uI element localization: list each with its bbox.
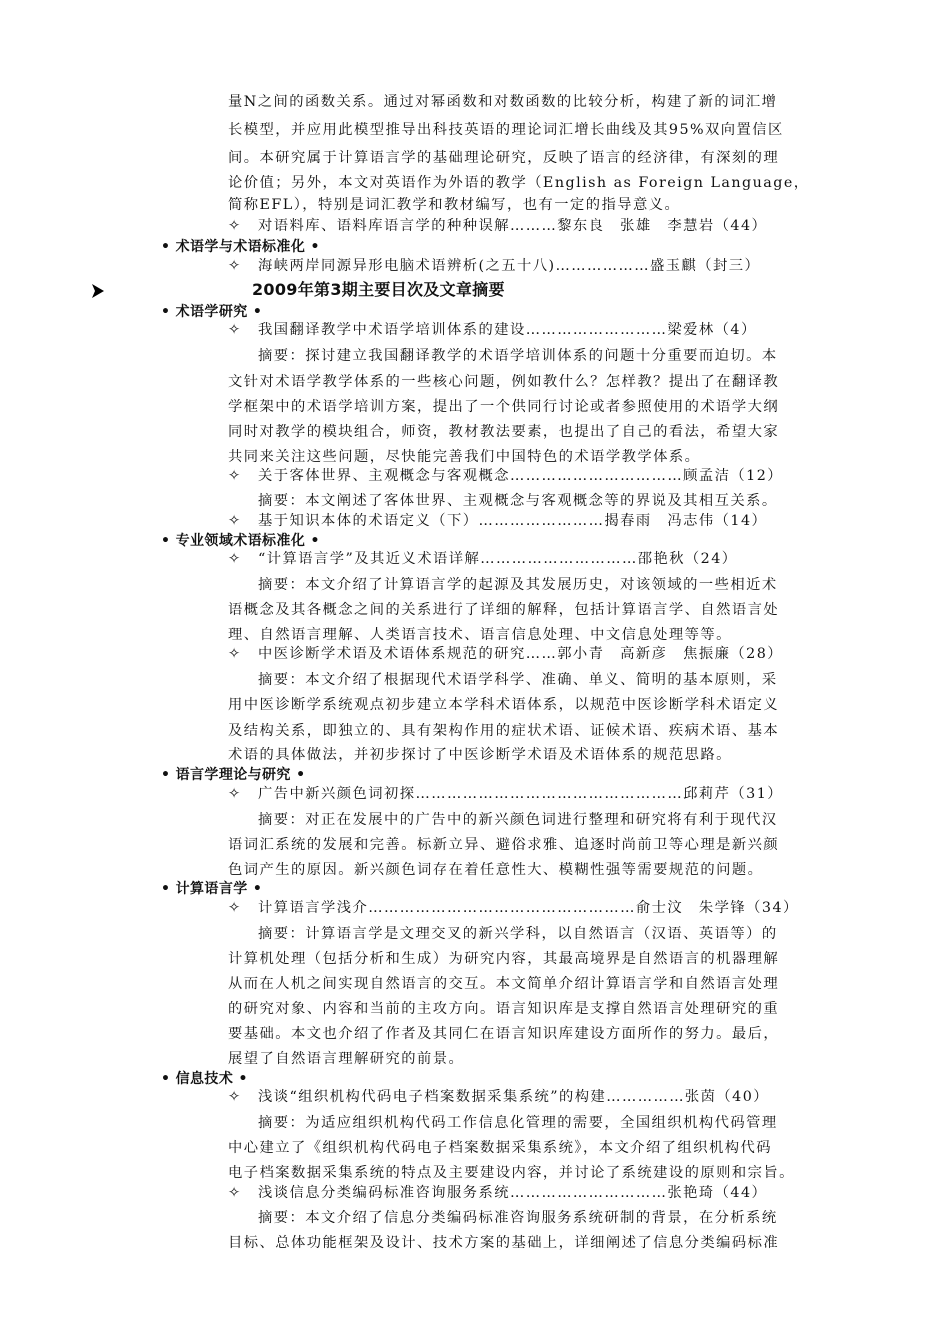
entry-title: 浅谈“组织机构代码电子档案数据采集系统”的构建……………张茵（40） <box>258 1089 770 1105</box>
sparkle-bullet-icon: ✧ <box>228 258 242 274</box>
entry-title: 广告中新兴颜色词初探……………………………………………邱莉芹（31） <box>258 786 783 802</box>
entry-title: “计算语言学”及其近义术语详解…………………………邵艳秋（24） <box>258 551 738 567</box>
sparkle-bullet-icon: ✧ <box>228 900 242 916</box>
abstract-line: 简称EFL），特别是词汇教学和教材编写，也有一定的指导意义。 <box>228 197 681 213</box>
entry-title: 我国翻译教学中术语学培训体系的建设………………………梁爱林（4） <box>258 322 757 338</box>
entry-title: 浅谈信息分类编码标准咨询服务系统…………………………张艳琦（44） <box>258 1185 768 1201</box>
abstract-line: 摘要：本文介绍了计算语言学的起源及其发展历史，对该领域的一些相近术 <box>258 577 778 593</box>
abstract-line: 要基础。本文也介绍了作者及其同仁在语言知识库建设方面所作的努力。最后， <box>228 1026 780 1042</box>
abstract-line: 电子档案数据采集系统的特点及主要建设内容，并讨论了系统建设的原则和宗旨。 <box>228 1165 795 1181</box>
abstract-line: 间。本研究属于计算语言学的基础理论研究，反映了语言的经济律，有深刻的理 <box>228 150 780 166</box>
toc-entry <box>228 320 757 340</box>
entry-title: 中医诊断学术语及术语体系规范的研究……郭小青 高新彦 焦振廉（28） <box>258 646 783 662</box>
toc-entry <box>228 898 799 918</box>
abstract-line: 用中医诊断学系统观点初步建立本学科术语体系，以规范中医诊断学科术语定义 <box>228 697 780 713</box>
section-heading: • 计算语言学 • <box>161 881 263 897</box>
abstract-line: 中心建立了《组织机构代码电子档案数据采集系统》，本文介绍了组织机构代码 <box>228 1140 772 1156</box>
sparkle-bullet-icon: ✧ <box>228 786 242 802</box>
abstract-line: 摘要：为适应组织机构代码工作信息化管理的需要，全国组织机构代码管理 <box>258 1115 778 1131</box>
toc-entry <box>228 466 783 486</box>
sparkle-bullet-icon: ✧ <box>228 322 242 338</box>
abstract-line: 学框架中的术语学培训方案，提出了一个供同行讨论或者参照使用的术语学大纲 <box>228 399 780 415</box>
abstract-line: 及结构关系，即独立的、具有架构作用的症状术语、证候术语、疾病术语、基本 <box>228 723 780 739</box>
toc-entry <box>228 1087 769 1107</box>
abstract-line: 论价值；另外，本文对英语作为外语的教学（English as Foreign Language， <box>228 175 810 191</box>
abstract-line: 长模型，并应用此模型推导出科技英语的理论词汇增长曲线及其95%双向置信区 <box>228 122 784 138</box>
arrowhead-bullet-icon <box>91 283 105 299</box>
entry-title: 海峡两岸同源异形电脑术语辨析(之五十八)………………盛玉麒（封三） <box>258 258 761 274</box>
abstract-line: 摘要：本文阐述了客体世界、主观概念与客观概念等的界说及其相互关系。 <box>258 493 778 509</box>
abstract-line: 语概念及其各概念之间的关系进行了详细的解释，包括计算语言学、自然语言处 <box>228 602 780 618</box>
abstract-line: 计算机处理（包括分析和生成）为研究内容，其最高境界是自然语言的机器理解 <box>228 951 780 967</box>
section-heading: • 信息技术 • <box>161 1071 248 1087</box>
abstract-line: 从而在人机之间实现自然语言的交互。本文简单介绍计算语言学和自然语言处理 <box>228 976 780 992</box>
sparkle-bullet-icon: ✧ <box>228 551 242 567</box>
sparkle-bullet-icon: ✧ <box>228 513 242 529</box>
toc-entry <box>228 256 760 276</box>
abstract-line: 目标、总体功能框架及设计、技术方案的基础上，详细阐述了信息分类编码标准 <box>228 1235 780 1251</box>
abstract-line: 理、自然语言理解、人类语言技术、语言信息处理、中文信息处理等等。 <box>228 627 732 643</box>
toc-entry <box>228 1183 767 1203</box>
abstract-line: 的研究对象、内容和当前的主攻方向。语言知识库是支撑自然语言处理研究的重 <box>228 1001 780 1017</box>
abstract-line: 同时对教学的模块组合，师资，教材教法要素，也提出了自己的看法，希望大家 <box>228 424 780 440</box>
abstract-line: 摘要：本文介绍了信息分类编码标准咨询服务系统研制的背景，在分析系统 <box>258 1210 778 1226</box>
toc-entry <box>228 511 767 531</box>
sparkle-bullet-icon: ✧ <box>228 468 242 484</box>
abstract-line: 术语的具体做法，并初步探讨了中医诊断学术语及术语体系的规范思路。 <box>228 747 732 763</box>
abstract-line: 摘要：对正在发展中的广告中的新兴颜色词进行整理和研究将有利于现代汉 <box>258 812 778 828</box>
section-heading: • 术语学与术语标准化 • <box>161 239 320 255</box>
abstract-line: 量N之间的函数关系。通过对幂函数和对数函数的比较分析，构建了新的词汇增 <box>228 94 778 110</box>
toc-entry <box>228 784 783 804</box>
abstract-line: 共同来关注这些问题，尽快能完善我们中国特色的术语学教学体系。 <box>228 449 701 465</box>
abstract-line: 色词产生的原因。新兴颜色词存在着任意性大、模糊性强等需要规范的问题。 <box>228 862 764 878</box>
entry-title: 对语料库、语料库语言学的种种误解………黎东良 张雄 李慧岩（44） <box>258 218 768 234</box>
section-heading: • 语言学理论与研究 • <box>161 767 306 783</box>
abstract-line: 摘要：本文介绍了根据现代术语学科学、准确、单义、简明的基本原则，采 <box>258 672 778 688</box>
abstract-line: 摘要：计算语言学是文理交叉的新兴学科，以自然语言（汉语、英语等）的 <box>258 926 778 942</box>
abstract-line: 展望了自然语言理解研究的前景。 <box>228 1051 465 1067</box>
abstract-line: 语词汇系统的发展和完善。标新立异、避俗求雅、追逐时尚前卫等心理是新兴颜 <box>228 837 780 853</box>
entry-title: 基于知识本体的术语定义（下）……………………揭春雨 冯志伟（14） <box>258 513 768 529</box>
toc-entry <box>228 216 767 236</box>
toc-entry <box>228 549 738 569</box>
section-heading: • 术语学研究 • <box>161 304 263 320</box>
sparkle-bullet-icon: ✧ <box>228 218 242 234</box>
sparkle-bullet-icon: ✧ <box>228 1185 242 1201</box>
section-heading: • 专业领域术语标准化 • <box>161 533 320 549</box>
entry-title: 关于客体世界、主观概念与客观概念……………………………顾孟洁（12） <box>258 468 783 484</box>
abstract-line: 摘要：探讨建立我国翻译教学的术语学培训体系的问题十分重要而迫切。本 <box>258 348 778 364</box>
toc-entry <box>228 644 783 664</box>
issue-heading: 2009年第3期主要目次及文章摘要 <box>252 280 505 299</box>
entry-title: 计算语言学浅介……………………………………………俞士汶 朱学锋（34） <box>258 900 799 916</box>
sparkle-bullet-icon: ✧ <box>228 646 242 662</box>
abstract-line: 文针对术语学教学体系的一些核心问题，例如教什么？怎样教？提出了在翻译教 <box>228 374 780 390</box>
sparkle-bullet-icon: ✧ <box>228 1089 242 1105</box>
